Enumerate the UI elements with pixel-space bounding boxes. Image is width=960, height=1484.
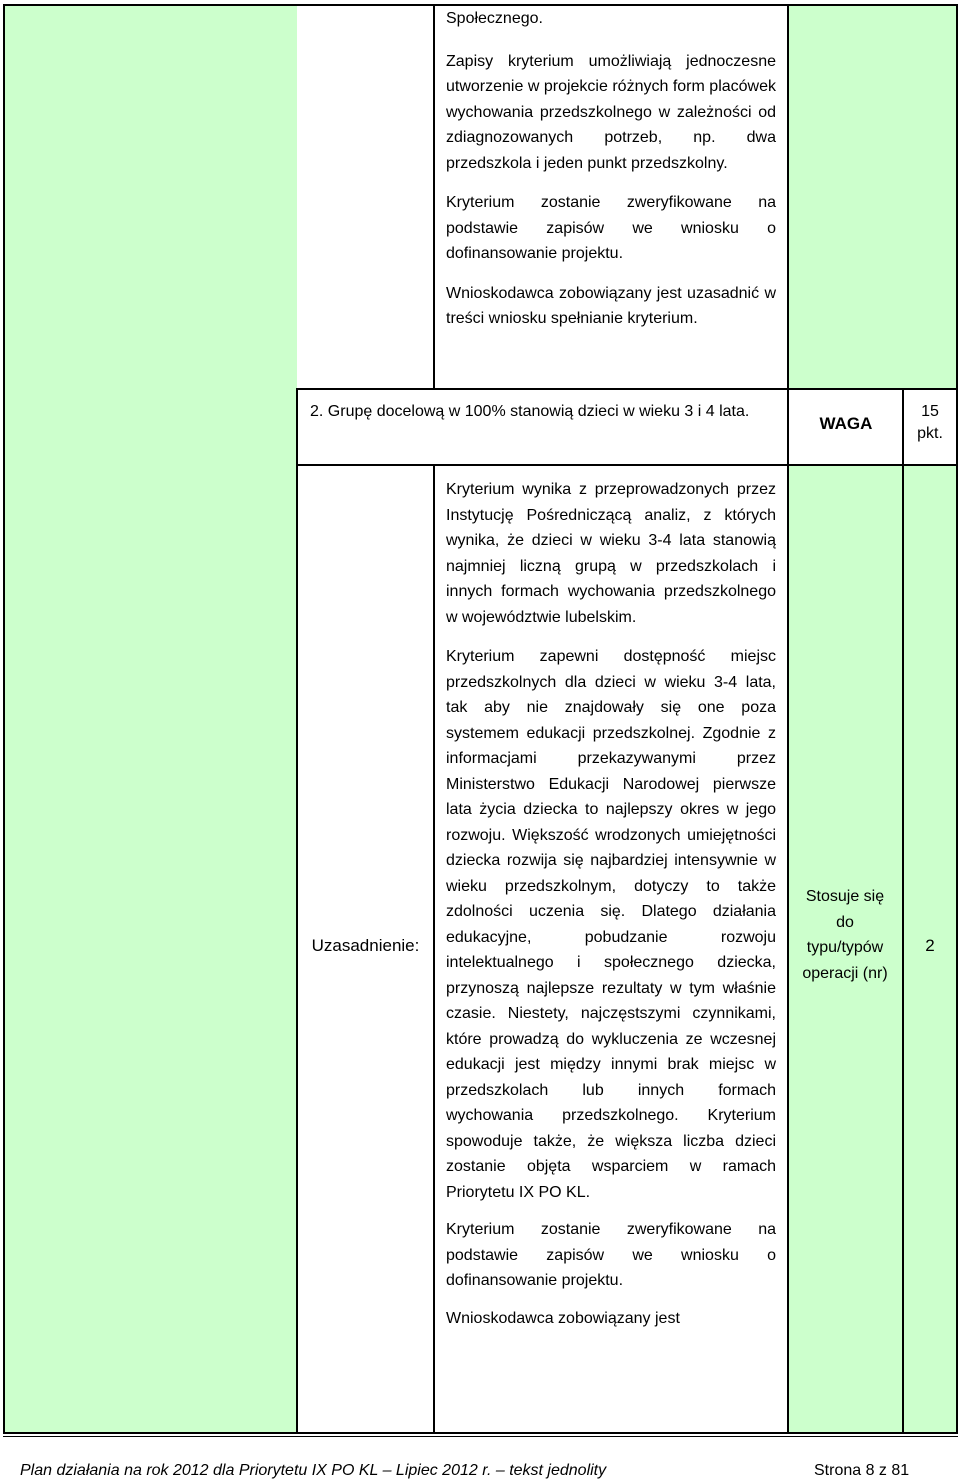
footer-left: Plan działania na rok 2012 dla Priorytetu IX PO KL – Lipiec 2012 r. – tekst jednolity — [20, 1462, 607, 1479]
column-divider-1b — [433, 464, 435, 1434]
right-green-column — [788, 4, 956, 390]
justification-paragraph-4: Wnioskodawca zobowiązany jest — [446, 1309, 680, 1327]
points-box — [904, 401, 956, 445]
top-paragraph-3: Kryterium zostanie zweryfikowane na podstawie zapisów we wniosku o dofinansowanie projektu. — [446, 194, 776, 262]
row-divider-criterion-top — [296, 388, 958, 390]
left-green-column — [4, 4, 297, 1434]
table-border-left — [3, 4, 5, 1434]
applies-value: 2 — [925, 936, 935, 955]
weight-label: WAGA — [819, 414, 873, 433]
justification-paragraph-1: Kryterium wynika z przeprowadzonych przez Instytucję Pośredniczącą analiz, z których wynika, że dzieci w wieku 3-4 lata stanowią najmniej liczną grupą w przedszkolach i innych formach wychowania przedszkolnego w województwie lubelskim. — [446, 481, 776, 626]
criterion-text: 2. Grupę docelową w 100% stanowią dzieci w wieku 3 i 4 lata. — [310, 403, 750, 420]
applies-label: Stosuje się do typu/typów operacji (nr) — [802, 888, 888, 982]
top-paragraph-2: Zapisy kryterium umożliwiają jednoczesne utworzenie w projekcie różnych form placówek wychowania przedszkolnego w zależności od zdiagnozowanych potrzeb, np. dwa przedszkola i jeden punkt przedszkolny. — [446, 52, 776, 172]
justification-paragraph-2: Kryterium zapewni dostępność miejsc przedszkolnych dla dzieci w wieku 3-4 lata, tak aby nie znajdowały się one poza systemem edukacji przedszkolnej. Zgodnie z informacjami przekazywanymi przez Ministerstwo Edukacji Narodowej pierwsze lata życia dziecka to najlepszy okres w jego rozwoju. Większość wrodzonych umiejętności dziecka rozwija się najbardziej intensywnie w wieku przedszkolnym, dotyczy to także zdolności uczenia się. Dlatego działania edukacyjne, pobudzanie rozwoju intelektualnego i społecznego dziecka, przynoszą najlepsze rezultaty w tym właśnie czasie. Niestety, najczęstszymi czynnikami, które prowadzą do wykluczenia ze wczesnej edukacji jest między innymi brak miejsc w przedszkolach lub innych formach wychowania przedszkolnego. Kryterium spowoduje także, że większa liczba dzieci zostanie objęta wsparciem w ramach Priorytetu IX PO KL. — [446, 648, 776, 1201]
footer-right: Strona 8 z 81 — [814, 1462, 910, 1479]
table-border-bottom — [3, 1432, 958, 1434]
column-divider-3 — [787, 4, 789, 1434]
justification-text-column — [446, 477, 776, 1331]
top-paragraph-4: Wnioskodawca zobowiązany jest uzasadnić w treści wniosku spełnianie kryterium. — [446, 284, 776, 327]
justification-label: Uzasadnienie: — [311, 936, 420, 955]
justification-paragraph-3: Kryterium zostanie zweryfikowane na podstawie zapisów we wniosku o dofinansowanie projektu. — [446, 1221, 776, 1289]
points-unit: pkt. — [917, 425, 943, 442]
points-value: 15 — [921, 403, 939, 420]
column-divider-2 — [296, 388, 298, 1434]
table-border-right — [956, 4, 958, 1434]
top-paragraph-1: Społecznego. — [446, 10, 543, 27]
table-border-bottom-2 — [3, 1436, 958, 1437]
top-text-column — [446, 6, 776, 332]
row-divider-criterion-bottom — [296, 464, 958, 466]
column-divider-1 — [433, 4, 435, 390]
